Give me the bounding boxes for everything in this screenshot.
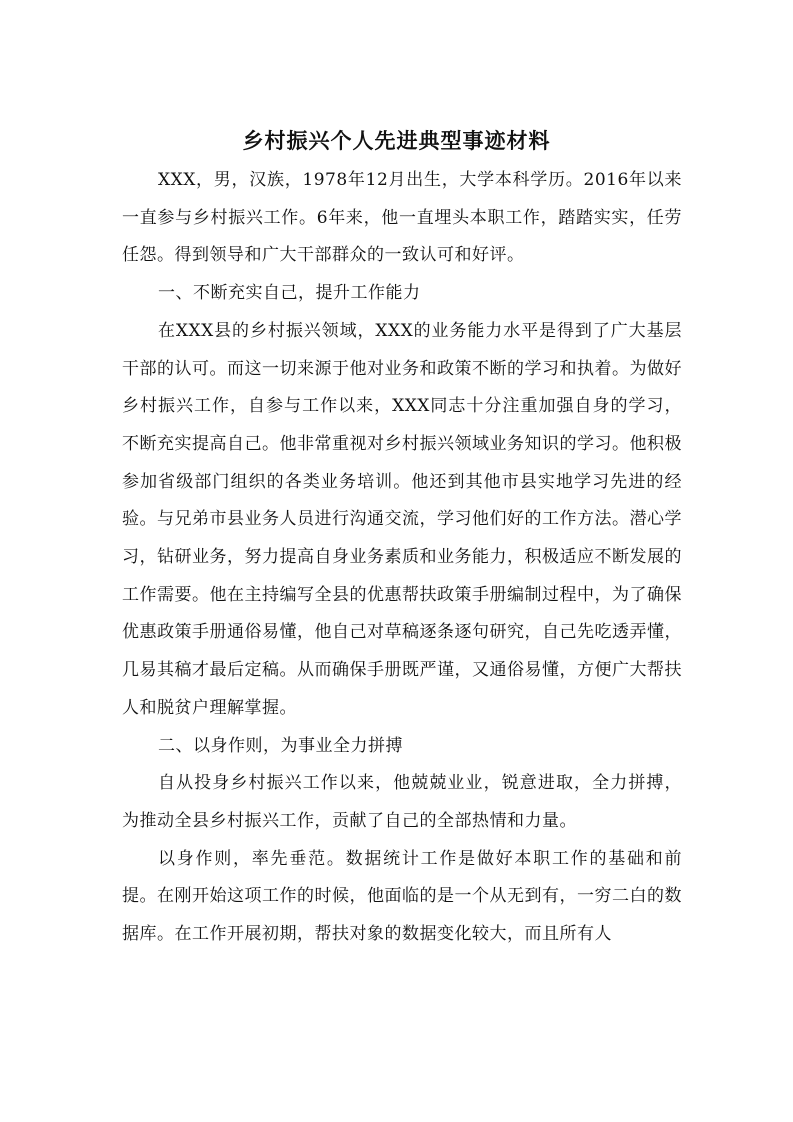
section-1-paragraph: 在XXX县的乡村振兴领域，XXX的业务能力水平是得到了广大基层干部的认可。而这一切来源于他对业务和政策不断的学习和执着。为做好乡村振兴工作，自参与工作以来，XXX同志十分注重加强自身的学习，不断充实提高自己。他非常重视对乡村振兴领域业务知识的学习。他积极参加省级部门组织的各类业务培训。他还到其他市县实地学习先进的经验。与兄弟市县业务人员进行沟通交流，学习他们好的工作方法。潜心学习，钻研业务，努力提高自身业务素质和业务能力，积极适应不断发展的工作需要。他在主持编写全县的优惠帮扶政策手册编制过程中，为了确保优惠政策手册通俗易懂，他自己对草稿逐条逐句研究，自己先吃透弄懂，几易其稿才最后定稿。从而确保手册既严谨，又通俗易懂，方便广大帮扶人和脱贫户理解掌握。	[122, 320, 682, 718]
section-heading-1: 一、不断充实自己，提升工作能力	[158, 283, 421, 304]
document-body	[122, 162, 682, 954]
section-2-paragraph-2: 以身作则，率先垂范。数据统计工作是做好本职工作的基础和前提。在刚开始这项工作的时候，他面临的是一个从无到有，一穷二白的数据库。在工作开展初期，帮扶对象的数据变化较大，而且所有人	[122, 848, 682, 945]
intro-paragraph: XXX，男，汉族，1978年12月出生，大学本科学历。2016年以来一直参与乡村振兴工作。6年来，他一直埋头本职工作，踏踏实实，任劳任怨。得到领导和广大干部群众的一致认可和好评。	[122, 170, 682, 266]
document-title: 乡村振兴个人先进典型事迹材料	[242, 128, 551, 153]
section-heading-2: 二、以身作则，为事业全力拼搏	[158, 735, 403, 756]
section-2-paragraph-1: 自从投身乡村振兴工作以来，他兢兢业业，锐意进取，全力拼搏，为推动全县乡村振兴工作，贡献了自己的全部热情和力量。	[122, 773, 682, 831]
